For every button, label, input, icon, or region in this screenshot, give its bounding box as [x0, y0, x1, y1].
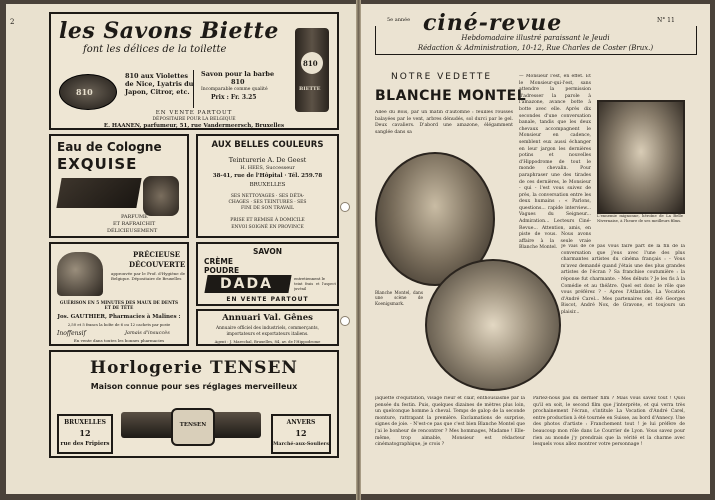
- left-page: [6, 4, 356, 494]
- article-col-right-top: — Monsieur l'est, en effet. Et le Monsieur-qui-l'est, sans attendre la permission d'adresser la parole à l'amazone, avance botte à botte avec elle. Après dix secondes d'une conversation banale, tandis que les deux chevaux accompagnent le Monsieur en cadence, semblent eux aussi échanger en leur jargon les dernières potins et nouvelles d'Hippodrome de tout le monde chevalin. Pour paraphraser une des tirades de ces dernières, le Monsieur - qui - l'est vous suivez de près, la conversation entre les deux humains : « Parlons, questions... rapide interview... Vagues du Seigneur... Admiration... Lecteurs Ciné-Revue... Attention, amis, en piste de vous. Nous avons affaire à la seule vraie Blanche Montel.: [519, 74, 591, 251]
- biette-sale: EN VENTE PARTOUT: [155, 110, 233, 116]
- dada-logo: DADA: [220, 276, 273, 292]
- exquise-line4: ET RAFRAICHIT: [113, 221, 156, 227]
- punch-hole-bottom: [340, 316, 350, 326]
- barber-sub: 810: [231, 78, 245, 86]
- tensen-ad: [49, 350, 339, 458]
- tin-label: 810: [303, 59, 318, 68]
- tagline: Hebdomadaire illustré paraissant le Jeudi: [461, 34, 610, 42]
- precieuse-ad: [49, 242, 189, 346]
- tensen-left1: BRUXELLES: [64, 419, 106, 426]
- right-page: [361, 4, 710, 494]
- watch-face: [171, 408, 215, 446]
- annuaire-line1: Annuaire officiel des industriels, commerçants,: [216, 326, 319, 331]
- biette-divider: [193, 70, 194, 108]
- precieuse-title2: DÉCOUVERTE: [129, 260, 186, 269]
- biette-line1c: Japon, Citror, etc.: [125, 88, 190, 96]
- issue-year: 5e année: [387, 17, 411, 23]
- annuaire-ad: [196, 309, 339, 346]
- barber-note: Incomparable comme qualité: [201, 87, 268, 92]
- couleurs-city: BRUXELLES: [249, 182, 286, 188]
- couleurs-succ: H. HEES, Successeur: [240, 165, 295, 171]
- couleurs-title: AUX BELLES COULEURS: [211, 140, 324, 150]
- dada-sale: EN VENTE PARTOUT: [226, 296, 309, 303]
- annuaire-line2: importateurs et exportateurs italiens.: [226, 332, 309, 337]
- barber-title: Savon pour la barbe: [201, 70, 275, 78]
- biette-title: les Savons Biette: [59, 18, 279, 44]
- annuaire-line3: Agent : J. Marechal, Bruxelles, 84, av. de l'Hippodrome: [214, 339, 321, 344]
- tensen-right3: Marché-aux-Souliers: [273, 441, 329, 447]
- soap-tin: [295, 28, 329, 112]
- soap-bar: [59, 74, 117, 110]
- precieuse-inoff: Inoffensif: [57, 330, 86, 337]
- caption-photo-couple: Blanche Montel, dans une scène de Koenigsmark.: [375, 290, 423, 306]
- dada-l1: SAVON: [252, 247, 283, 256]
- portrait-photo-right: [597, 100, 685, 214]
- tensen-left2: 12: [79, 428, 91, 438]
- couleurs-envoi: ENVOI SOIGNÉ EN PROVINCE: [231, 225, 304, 230]
- woman-illustration: [57, 252, 103, 296]
- soap-label: 810: [76, 87, 93, 97]
- precieuse-jamais: Jamais d'insuccès: [125, 330, 170, 336]
- exquise-line5: DÉLICIEUSEMENT: [107, 228, 158, 234]
- page-number: 2: [10, 18, 15, 26]
- kicker: NOTRE VEDETTE: [391, 72, 493, 82]
- tensen-title: Horlogerie TENSEN: [90, 358, 298, 378]
- dada-side1: entretiennent le: [294, 276, 326, 281]
- dada-logo-box: [204, 275, 291, 293]
- tensen-right2: 12: [295, 428, 307, 438]
- precieuse-pharma: Jos. GAUTHIER, Pharmacies à Malines :: [57, 314, 181, 320]
- exquise-line2: EXQUISE: [57, 155, 138, 173]
- precieuse-title1: PRÉCIEUSE: [133, 250, 181, 259]
- dada-l3: POUDRE: [204, 266, 240, 275]
- redaction-line: Rédaction & Administration, 10-12, Rue Charles de Coster (Brux.): [417, 44, 654, 52]
- biette-ad: [49, 12, 339, 130]
- exquise-line1: Eau de Cologne: [57, 140, 162, 154]
- couleurs-prise: PRISE ET REMISE À DOMICILE: [230, 218, 305, 223]
- masthead: ciné-revue: [423, 10, 563, 36]
- hand-illustration: [143, 176, 179, 216]
- couleurs-addr: 38-41, rue de l'Hôpital · Tél. 259.78: [212, 173, 323, 179]
- tin-brand: BIETTE: [299, 86, 321, 92]
- tensen-left-box: [57, 414, 113, 454]
- masthead-frame: [375, 26, 697, 55]
- caption-photo-right: L'ennemie mignonne, héroïne de La Belle Nivernaise, à l'heure de ses meilleurs films.: [597, 214, 683, 223]
- exquise-line3: PARFUME: [121, 214, 148, 220]
- dada-ad: [196, 242, 339, 306]
- precieuse-vente: En vente dans toutes les bonnes pharmacies: [73, 338, 165, 343]
- cologne-bottle: [56, 178, 141, 208]
- couleurs-serv2: CHAGES · SES TEINTURES · SES: [228, 200, 307, 205]
- tensen-right1: ANVERS: [286, 419, 316, 426]
- biette-line1b: de Nice, Lyatris du: [125, 80, 194, 88]
- wristwatch: [121, 412, 261, 438]
- biette-address: E. HAANEN, parfumeur, 51, rue Vandermeersch, Bruxelles: [103, 123, 285, 129]
- precieuse-body: approuvée par le Prof. d'Hygiène de Belgique. Dépositaire de Bruxelles: [111, 271, 185, 281]
- issue-number: N° 11: [657, 17, 675, 24]
- couleurs-ad: [196, 134, 339, 238]
- tensen-left3: rue des Fripiers: [60, 441, 110, 447]
- biette-depositaire: DÉPOSITAIRE POUR LA BELGIQUE: [152, 117, 236, 122]
- tensen-slogan: Maison connue pour ses réglages merveilleux: [90, 382, 298, 391]
- article-col-bottom-right: Parlez-nous pas du dernier film ? Mais vous savez tout ! Quoi qu'il en soit, le second film que j'interprète, et qui verra très prochainement l'écran, s'intitule La Vocation d'André Carel, entre production à été tournée en Suisse, au bord d'Annecy. Une des photos d'artiste : Franchement tout ! je lui préfère de beaucoup mon rôle dans Le Courrier de Lyon. Vous savez pour rien au monde j'y prendrais que la vérité et la charme avec lesquels vous allez montrer votre personnage !: [533, 396, 685, 448]
- headline: BLANCHE MONTEL: [375, 88, 527, 104]
- article-col1: Allée du Bois, par un matin d'automne : feuilles rousses balayées par le vent, arbres dénudés, sol durci par le gel. Deux cavaliers. D'abord une amazone, élégamment sanglée dans sa: [375, 110, 513, 135]
- precieuse-price: 2,50 et 5 francs la boîte de 6 ou 12 cachets par poste: [67, 322, 171, 327]
- article-col-mid: Je vais de ce pas vous faire part de la fin de la conversation que j'eus avec l'une des plus charmantes artistes du cinéma français : - Vous m'avez demandé quand j'étais une des plus grandes artistes de l'écran ? Sa franchise coutumière : la réponse fut charmante. - Mes débuts ? Je les fis à la Comédie et au théâtre. Quel est donc le rôle que vous préférez ? - Apres l'Atlantide, La Vocation d'André Carel... Mes partenaires ont été Georges Biscot, André Nox, de Gravone, et toujours un plaisir...: [561, 244, 685, 315]
- circle-photo-portrait: [425, 259, 561, 391]
- article-col-bottom-left: jaquette d'équitation, visage rieur et clair, enthousiasmé par la pensée du festin. Puis, quelques dizaines de mètres plus loin, un quelconque homme à cheval. Temps de galop de la seconde monture, rattrapant la première. Exclamations de surprise, signes de joie. - N'est-ce pas que c'est bien Blanche Montel que j'ai le bonheur de rencontrer ? Mes hommages, Madame ! Elle-même, trop aimable, Monsieur est rédacteur cinématographique, je crois ?: [375, 396, 525, 448]
- watch-brand: TENSEN: [179, 422, 207, 428]
- dada-side2: teint frais et l'aspect juvénil: [294, 282, 336, 291]
- precieuse-cure: GUÉRISON EN 5 MINUTES DES MAUX DE DENTS ET DE TÊTE: [59, 300, 179, 310]
- couleurs-serv1: SES NETTOYAGES · SES DÉTA-: [230, 194, 305, 199]
- annuaire-title: Annuari Val. Gênes: [222, 313, 313, 323]
- exquise-ad: [49, 134, 189, 238]
- couleurs-sub: Teinturerie A. De Geest: [228, 156, 307, 164]
- punch-hole-top: [340, 202, 350, 212]
- biette-slogan: font les délices de la toilette: [83, 44, 227, 55]
- dada-l2: CRÈME: [204, 257, 233, 266]
- couleurs-serv3: FINI DE SON TRAVAIL: [241, 206, 294, 211]
- tensen-right-box: [271, 414, 331, 454]
- biette-price: Prix : Fr. 3.25: [211, 94, 257, 101]
- biette-line1a: 810 aux Violettes: [125, 72, 189, 80]
